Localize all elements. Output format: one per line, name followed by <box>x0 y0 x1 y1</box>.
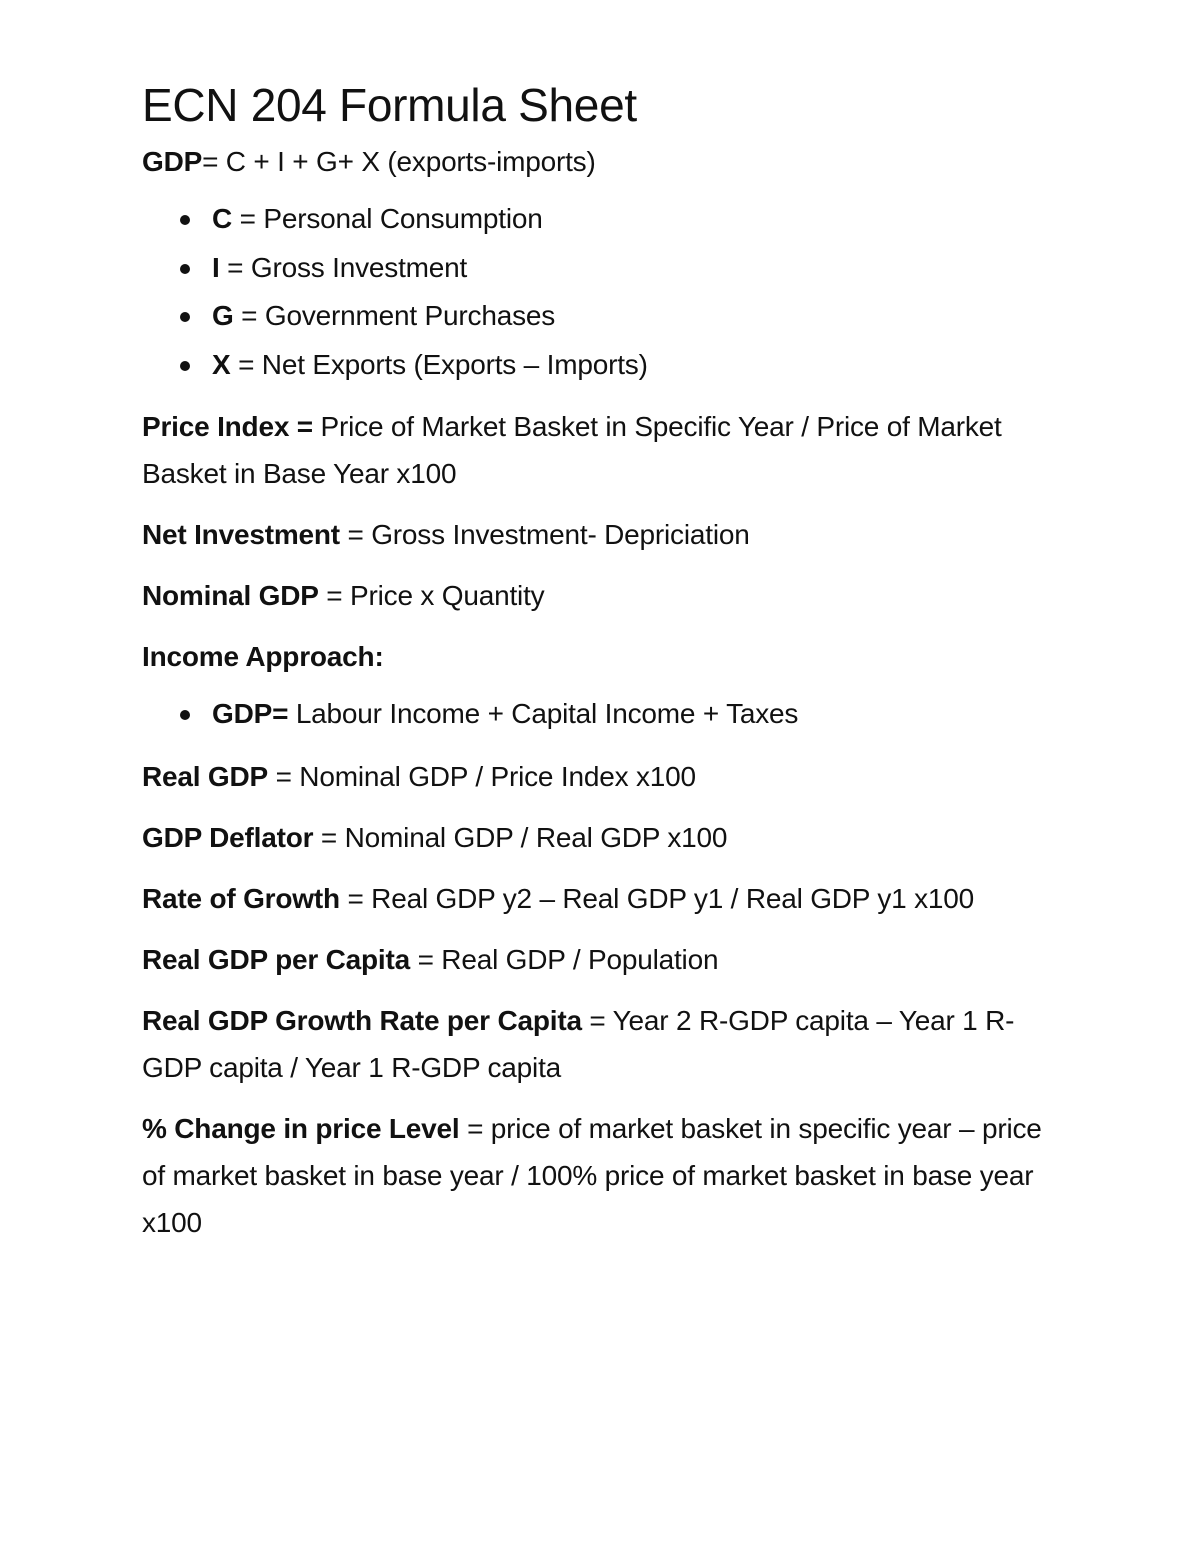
formula-definition: Price of Market Basket in Specific Year / Price of Market Basket in Base Year x100 <box>142 411 1002 489</box>
list-item-investment <box>142 244 1072 293</box>
formula-definition: = Nominal GDP / Price Index x100 <box>268 760 696 792</box>
formula-definition: = Year 2 R-GDP capita – Year 1 R-GDP capita / Year 1 R-GDP capita <box>142 1004 1015 1083</box>
formula-definition: = Real GDP y2 – Real GDP y1 / Real GDP y1 x100 <box>339 882 975 914</box>
component-term: G <box>212 300 234 331</box>
formula-term: GDP Deflator <box>142 821 314 853</box>
bullet-icon <box>180 215 190 225</box>
formula-term: Real GDP per Capita <box>142 943 410 975</box>
bullet-icon <box>180 264 190 274</box>
formula-definition: = price of market basket in specific year – price of market basket in base year / 100% price of market basket in base year x100 <box>142 1112 1042 1238</box>
component-term: GDP= <box>212 698 289 729</box>
bullet-icon <box>180 361 190 371</box>
formula-term: Nominal GDP <box>142 580 319 611</box>
list-item-net-exports <box>142 341 1072 390</box>
component-term: C <box>212 203 233 234</box>
formula-definition: = Price x Quantity <box>318 580 545 611</box>
formula-term: Real GDP <box>142 760 268 792</box>
list-item-income-gdp <box>142 690 1072 739</box>
formula-real-gdp <box>142 753 1072 800</box>
income-approach-heading <box>142 633 1072 680</box>
formula-real-gdp-per-capita <box>142 936 1072 983</box>
formula-definition: = Nominal GDP / Real GDP x100 <box>313 821 728 853</box>
formula-term: Price Index = <box>142 411 313 442</box>
bullet-icon <box>180 312 190 322</box>
formula-real-gdp-growth-rate-per-capita <box>142 997 1072 1091</box>
page-title: ECN 204 Formula Sheet <box>142 79 637 131</box>
formula-gdp <box>142 138 1072 185</box>
income-approach-list <box>142 690 1072 739</box>
component-definition: = Government Purchases <box>233 300 556 331</box>
component-definition: = Gross Investment <box>219 251 468 283</box>
formula-term: Rate of Growth <box>142 882 340 914</box>
component-term: X <box>212 348 231 380</box>
formula-definition: = Real GDP / Population <box>410 943 719 975</box>
formula-nominal-gdp <box>142 572 1072 619</box>
formula-definition: = Gross Investment- Depriciation <box>339 519 750 550</box>
component-definition: = Personal Consumption <box>232 203 543 234</box>
formula-term: Net Investment <box>142 519 340 550</box>
formula-term: % Change in price Level <box>142 1112 460 1144</box>
formula-price-index <box>142 403 1072 497</box>
component-term: I <box>212 251 220 283</box>
list-item-government <box>142 292 1072 341</box>
gdp-components-list <box>142 195 1072 389</box>
document-content <box>142 76 1072 1260</box>
section-heading: Income Approach: <box>142 641 384 672</box>
bullet-icon <box>180 710 190 720</box>
formula-term: Real GDP Growth Rate per Capita <box>142 1004 582 1036</box>
formula-term: GDP <box>142 146 203 177</box>
formula-net-investment <box>142 511 1072 558</box>
component-definition: Labour Income + Capital Income + Taxes <box>288 698 799 729</box>
formula-definition: = C + I + G+ X (exports-imports) <box>202 146 596 177</box>
formula-gdp-deflator <box>142 814 1072 861</box>
list-item-consumption <box>142 195 1072 244</box>
formula-pct-change-price-level <box>142 1105 1072 1246</box>
component-definition: = Net Exports (Exports – Imports) <box>230 348 648 380</box>
formula-rate-of-growth <box>142 875 1072 922</box>
